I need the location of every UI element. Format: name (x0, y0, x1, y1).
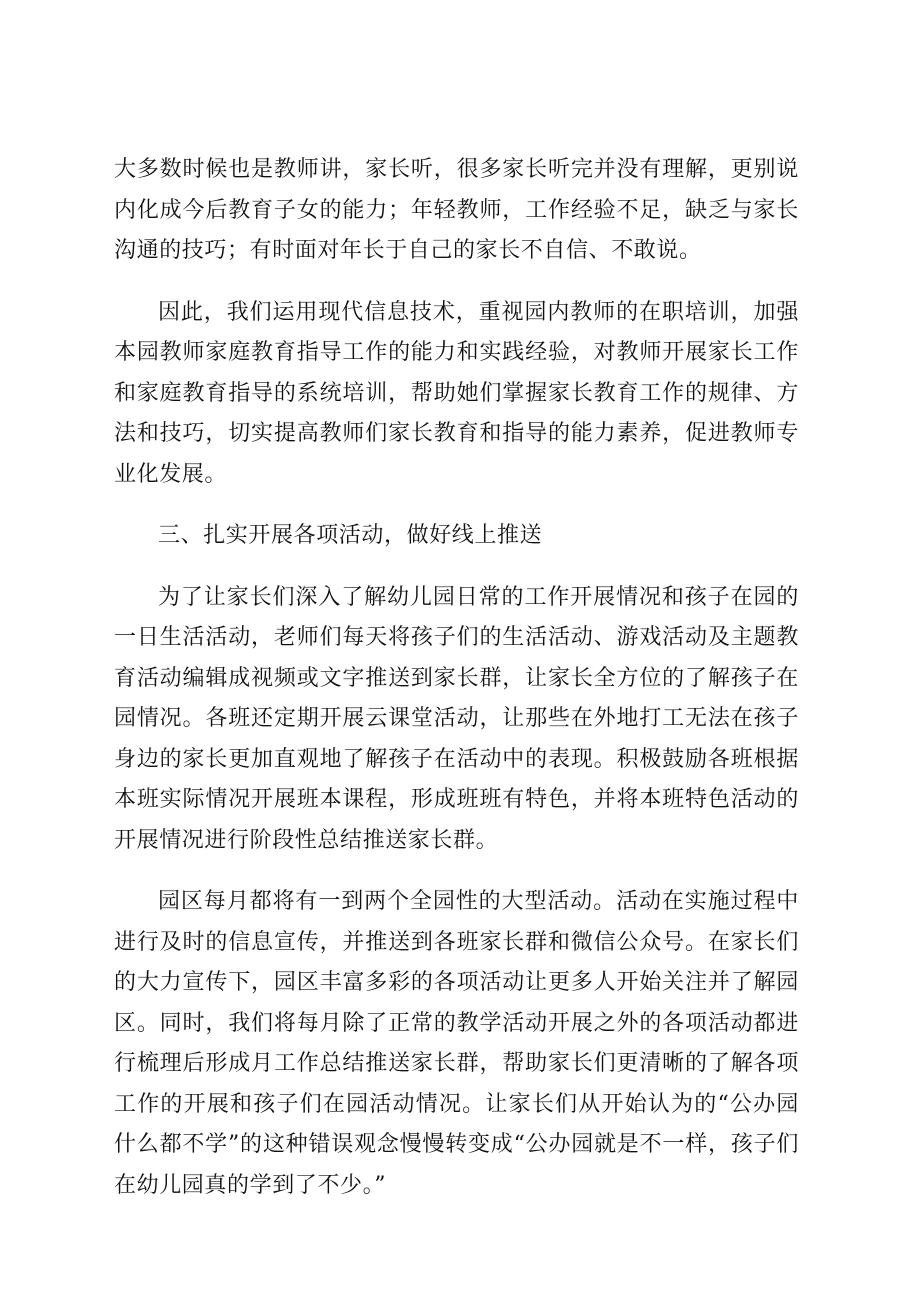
paragraph-daily-push: 为了让家长们深入了解幼儿园日常的工作开展情况和孩子在园的一日生活活动，老师们每天将孩子们的生活活动、游戏活动及主题教育活动编辑成视频或文字推送到家长群，让家长全方位的了解孩子在园情况。各班还定期开展云课堂活动，让那些在外地打工无法在孩子身边的家长更加直观地了解孩子在活动中的表现。积极鼓励各班根据本班实际情况开展班本课程，形成班班有特色，并将本班特色活动的开展情况进行阶段性总结推送家长群。 (114, 584, 799, 853)
document-body (114, 150, 799, 1227)
paragraph-monthly-activities: 园区每月都将有一到两个全园性的大型活动。活动在实施过程中进行及时的信息宣传，并推送到各班家长群和微信公众号。在家长们的大力宣传下，园区丰富多彩的各项活动让更多人开始关注并了解园区。同时，我们将每月除了正常的教学活动开展之外的各项活动都进行梳理后形成月工作总结推送家长群，帮助家长们更清晰的了解各项工作的开展和孩子们在园活动情况。让家长们从开始认为的“公办园什么都不学”的这种错误观念慢慢转变成“公办园就是不一样，孩子们在幼儿园真的学到了不少。” (114, 889, 799, 1198)
paragraph-continuation: 大多数时候也是教师讲，家长听，很多家长听完并没有理解，更别说内化成今后教育子女的能力；年轻教师，工作经验不足，缺乏与家长沟通的技巧；有时面对年长于自己的家长不自信、不敢说。 (114, 157, 799, 263)
paragraph-teacher-training: 因此，我们运用现代信息技术，重视园内教师的在职培训，加强本园教师家庭教育指导工作的能力和实践经验，对教师开展家长工作和家庭教育指导的系统培训，帮助她们掌握家长教育工作的规律、方法和技巧，切实提高教师们家长教育和指导的能力素养，促进教师专业化发展。 (114, 299, 799, 487)
section-heading-activities: 三、扎实开展各项活动，做好线上推送 (158, 523, 543, 548)
